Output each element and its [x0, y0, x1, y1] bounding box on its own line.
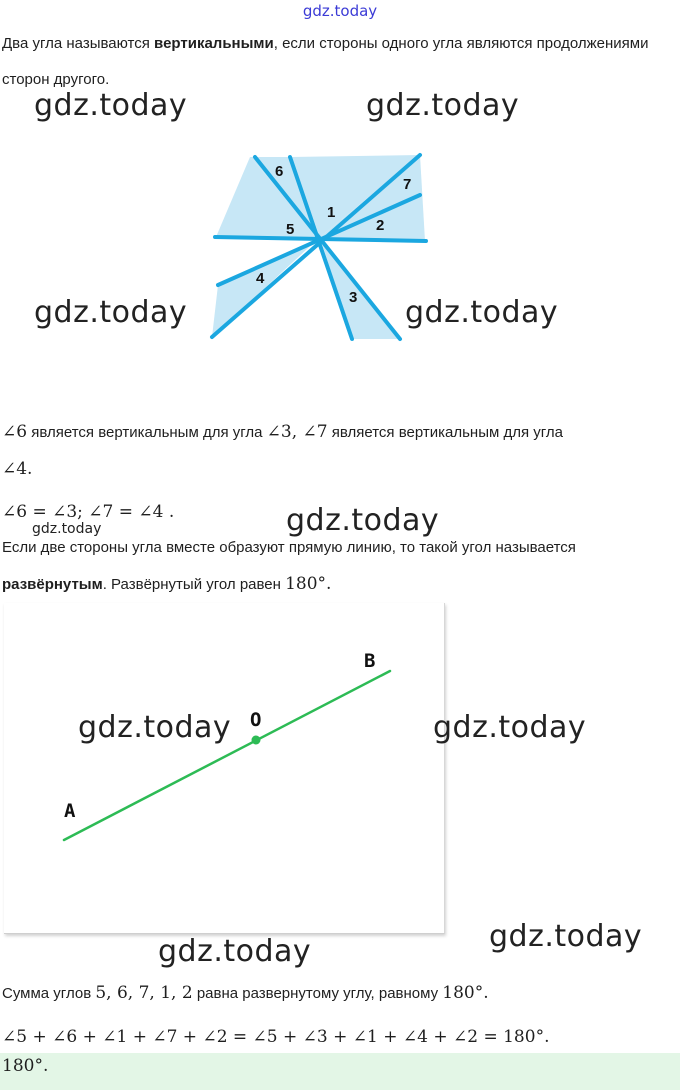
angle-label-1: 1 [327, 204, 336, 221]
straight-angle-figure [4, 603, 445, 934]
definition-text-end: , если стороны одного угла являются продолжениями сторон другого. [2, 35, 649, 88]
angle-label-5: 5 [286, 221, 295, 238]
sum-angles: 5, 6, 7, 1, 2 [95, 983, 193, 1003]
point-o [252, 736, 261, 745]
angle-equality: ∠6 = ∠3; ∠7 = ∠4 . [2, 502, 175, 522]
watermark: gdz.today [433, 710, 587, 745]
label-b: B [364, 650, 376, 672]
watermark-top: gdz.today [302, 2, 378, 20]
straight-line-ab [64, 671, 390, 840]
angle-3-7-symbol: ∠3, ∠7 [266, 422, 328, 442]
definition-text-start: Два угла называются [2, 35, 155, 52]
answer-box [0, 1053, 680, 1090]
angle-label-3: 3 [349, 289, 358, 306]
angle-label-4: 4 [256, 270, 265, 287]
sum-value: 180°. [442, 983, 489, 1003]
sum-equation: ∠5 + ∠6 + ∠1 + ∠7 + ∠2 = ∠5 + ∠3 + ∠1 + ∠4 + ∠2 = 180°. [2, 1027, 550, 1047]
sum-statement [2, 975, 672, 1012]
answer-value: 180°. [2, 1056, 49, 1076]
angle-label-2: 2 [376, 217, 385, 234]
vertical-angles-statement [2, 414, 672, 488]
watermark: gdz.today [366, 88, 520, 123]
statement-text-1: является вертикальным для угла [27, 424, 267, 441]
watermark: gdz.today [405, 295, 559, 330]
vertical-angles-figure [200, 145, 440, 350]
definition-term: вертикальными [154, 35, 274, 52]
statement-text-2: является вертикальным для угла [327, 424, 563, 441]
sum-text-end: равна развернутому углу, равному [192, 985, 443, 1002]
angle-6-symbol: ∠6 [2, 422, 28, 442]
watermark: gdz.today [158, 934, 312, 969]
watermark: gdz.today [78, 710, 232, 745]
straight-angle-value: 180°. [285, 574, 332, 594]
straight-text-start: Если две стороны угла вместе образуют прямую линию, то такой угол называется [2, 539, 576, 556]
angle-4-symbol: ∠4. [2, 459, 33, 479]
sum-text-start: Сумма углов [2, 985, 96, 1002]
watermark: gdz.today [34, 88, 188, 123]
watermark: gdz.today [34, 295, 188, 330]
straight-angle-svg [4, 603, 444, 933]
label-o: O [250, 709, 262, 731]
angle-label-7: 7 [403, 176, 412, 193]
watermark: gdz.today [286, 503, 440, 538]
label-a: A [64, 800, 76, 822]
watermark: gdz.today [489, 919, 643, 954]
watermark-small: gdz.today [32, 521, 102, 537]
straight-term: развёрнутым [2, 576, 103, 593]
angle-label-6: 6 [275, 163, 284, 180]
straight-angle-definition [2, 530, 672, 603]
straight-text-end: . Развёрнутый угол равен [102, 576, 286, 593]
